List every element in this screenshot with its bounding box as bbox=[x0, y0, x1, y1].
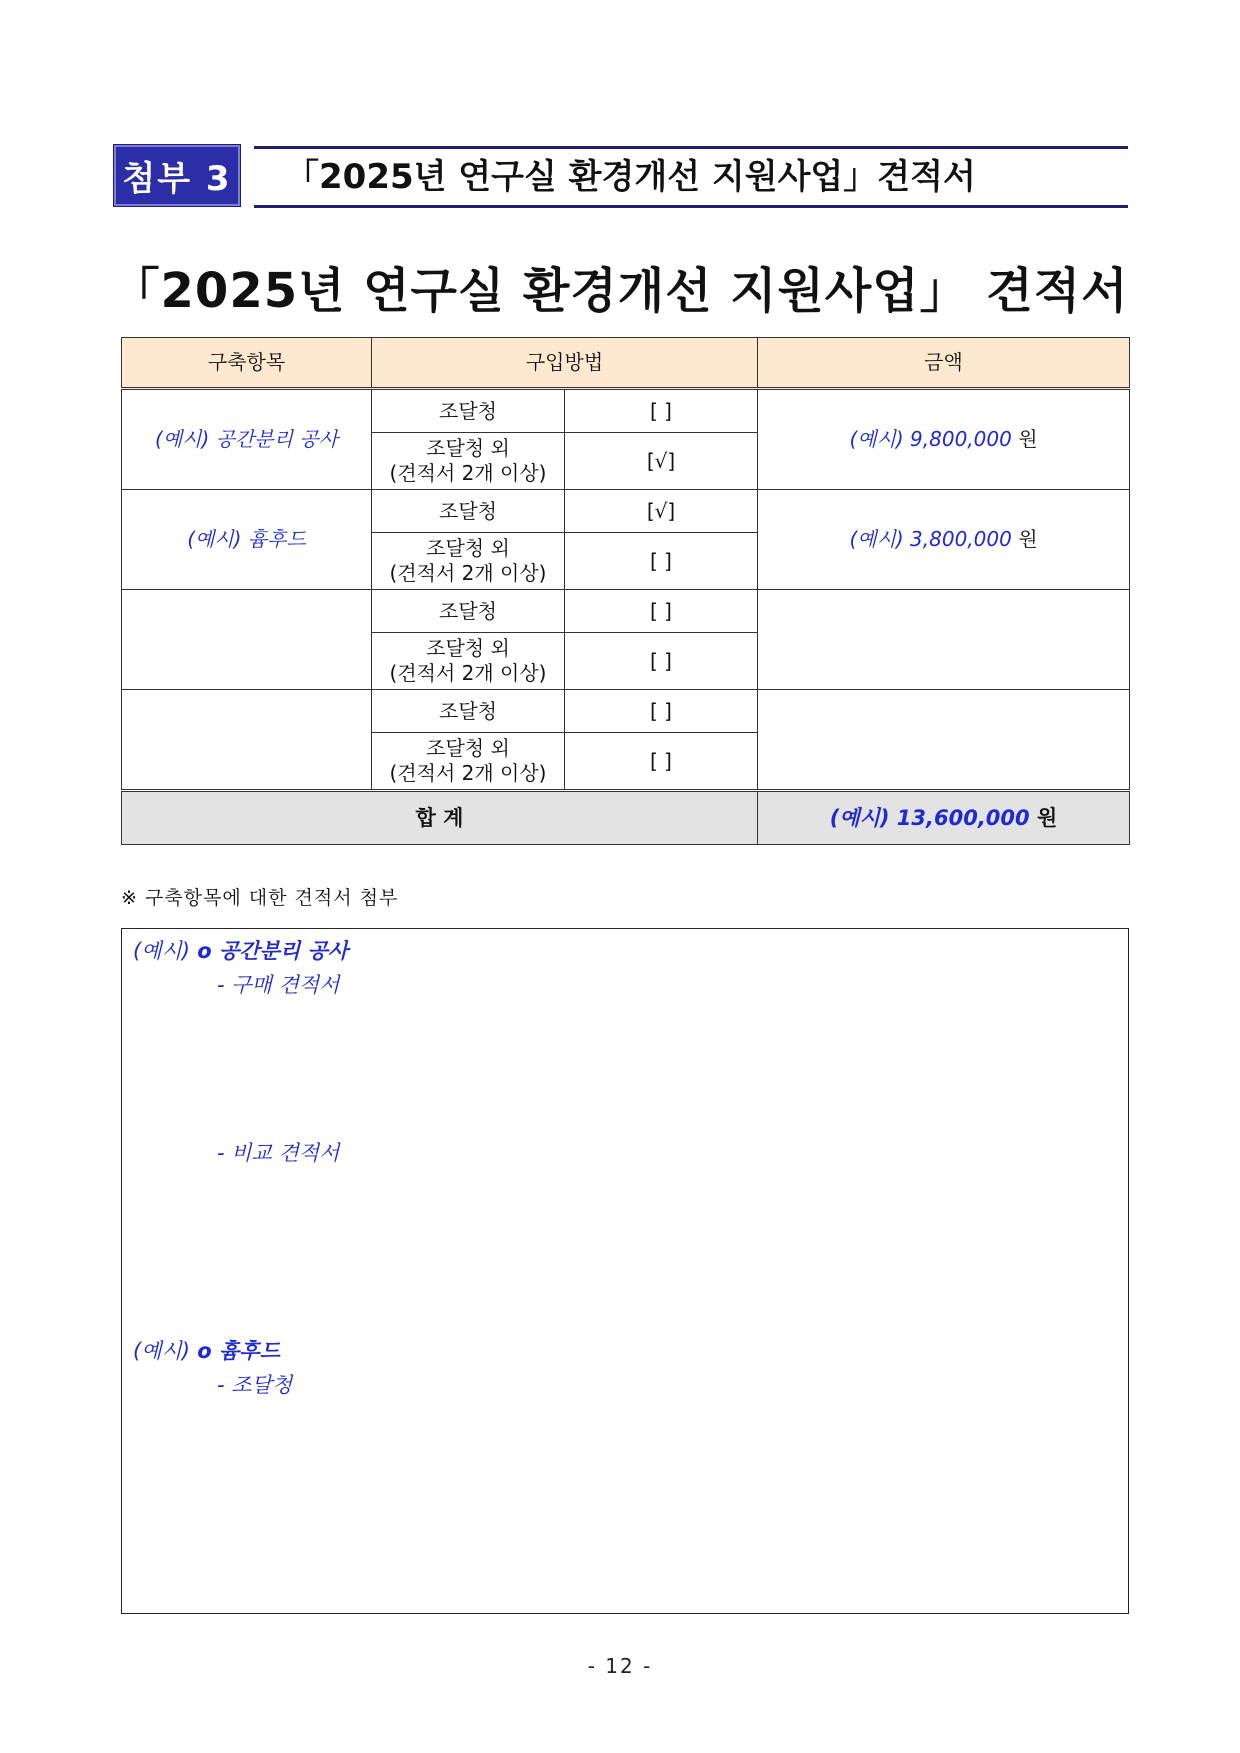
other-checkbox[interactable]: [√] bbox=[565, 433, 758, 490]
amount-value: (예시) 3,800,000 bbox=[849, 527, 1012, 551]
total-label: 합 계 bbox=[122, 791, 758, 845]
method-other bbox=[372, 733, 565, 791]
other-checkbox[interactable]: [ ] bbox=[565, 633, 758, 690]
attachment-subitem: - 구매 견적서 bbox=[217, 973, 340, 997]
method-other-line2: (견적서 2개 이상) bbox=[389, 561, 547, 585]
method-other-line1: 조달청 외 bbox=[426, 436, 510, 460]
header-amount: 금액 bbox=[758, 338, 1130, 389]
attachment-box[interactable] bbox=[121, 928, 1129, 1614]
method-other-line2: (견적서 2개 이상) bbox=[389, 661, 547, 685]
attachment-subitem: - 조달청 bbox=[217, 1373, 293, 1397]
amount-cell bbox=[758, 490, 1130, 590]
method-other-line2: (견적서 2개 이상) bbox=[389, 761, 547, 785]
method-other bbox=[372, 433, 565, 490]
table-row bbox=[122, 389, 1130, 433]
amount-unit: 원 bbox=[1018, 427, 1038, 451]
method-procurement: 조달청 bbox=[372, 590, 565, 633]
method-procurement: 조달청 bbox=[372, 690, 565, 733]
procurement-checkbox[interactable]: [ ] bbox=[565, 389, 758, 433]
amount-value: (예시) 9,800,000 bbox=[849, 427, 1012, 451]
header-method: 구입방법 bbox=[372, 338, 758, 389]
page-number: - 12 - bbox=[587, 1654, 653, 1678]
example-prefix: (예시) bbox=[133, 939, 190, 963]
procurement-checkbox[interactable]: [√] bbox=[565, 490, 758, 533]
method-other-line1: 조달청 외 bbox=[426, 636, 510, 660]
header-rule-bottom bbox=[254, 205, 1128, 208]
total-amount-cell bbox=[758, 791, 1130, 845]
example-prefix: (예시) bbox=[133, 1339, 190, 1363]
amount-cell[interactable] bbox=[758, 590, 1130, 690]
header-rule-top bbox=[254, 146, 1128, 149]
attachment-item-label: o 공간분리 공사 bbox=[197, 939, 349, 963]
item-cell: (예시) 공간분리 공사 bbox=[122, 389, 372, 490]
table-row bbox=[122, 490, 1130, 533]
procurement-checkbox[interactable]: [ ] bbox=[565, 690, 758, 733]
document-title: 「2025년 연구실 환경개선 지원사업」 견적서 bbox=[111, 263, 1129, 319]
header-item: 구축항목 bbox=[122, 338, 372, 389]
table-row bbox=[122, 690, 1130, 733]
item-cell[interactable] bbox=[122, 690, 372, 791]
method-other-line1: 조달청 외 bbox=[426, 536, 510, 560]
item-cell: (예시) 흄후드 bbox=[122, 490, 372, 590]
attachment-note: ※ 구축항목에 대한 견적서 첨부 bbox=[121, 887, 399, 909]
attachment-item bbox=[133, 1335, 280, 1365]
header-title: 「2025년 연구실 환경개선 지원사업」견적서 bbox=[285, 157, 976, 197]
method-other-line1: 조달청 외 bbox=[426, 736, 510, 760]
total-row bbox=[122, 791, 1130, 845]
attachment-badge: 첨부 3 bbox=[114, 145, 240, 206]
table-row bbox=[122, 590, 1130, 633]
procurement-checkbox[interactable]: [ ] bbox=[565, 590, 758, 633]
other-checkbox[interactable]: [ ] bbox=[565, 733, 758, 791]
amount-cell[interactable] bbox=[758, 690, 1130, 791]
quote-table bbox=[121, 337, 1130, 845]
method-other bbox=[372, 633, 565, 690]
method-other bbox=[372, 533, 565, 590]
attachment-subitem: - 비교 견적서 bbox=[217, 1141, 340, 1165]
other-checkbox[interactable]: [ ] bbox=[565, 533, 758, 590]
method-other-line2: (견적서 2개 이상) bbox=[389, 461, 547, 485]
amount-cell bbox=[758, 389, 1130, 490]
total-amount: (예시) 13,600,000 bbox=[829, 805, 1030, 830]
table-header-row bbox=[122, 338, 1130, 389]
item-cell[interactable] bbox=[122, 590, 372, 690]
attachment-item bbox=[133, 935, 348, 965]
method-procurement: 조달청 bbox=[372, 389, 565, 433]
attachment-item-label: o 흄후드 bbox=[197, 1339, 280, 1363]
method-procurement: 조달청 bbox=[372, 490, 565, 533]
total-unit: 원 bbox=[1036, 805, 1058, 830]
amount-unit: 원 bbox=[1018, 527, 1038, 551]
